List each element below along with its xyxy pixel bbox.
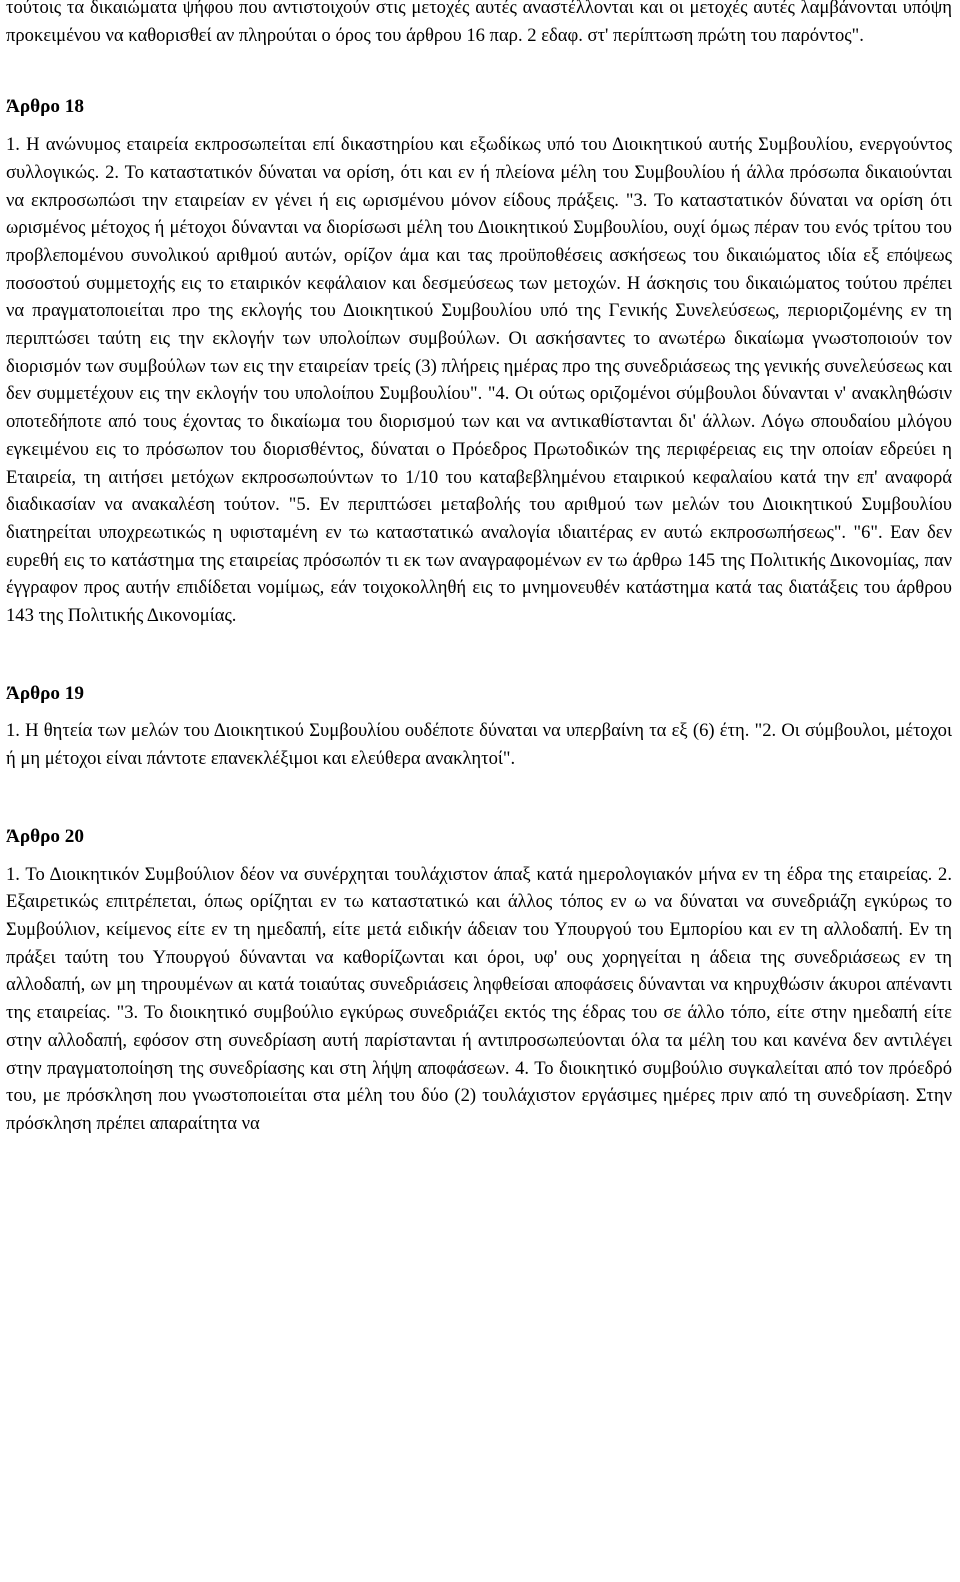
article-18-heading: Άρθρο 18 [6, 96, 84, 118]
spacer [6, 121, 952, 131]
article-20-heading: Άρθρο 20 [6, 825, 84, 847]
document-page [6, 0, 952, 1138]
article-19-heading: Άρθρο 19 [6, 682, 84, 704]
spacer [6, 707, 952, 717]
spacer [6, 851, 952, 861]
article-18-body: 1. Η ανώνυμος εταιρεία εκπροσωπείται επί δικαστηρίου και εξωδίκως υπό του Διοικητικού αυτής Συμβουλίου, ενεργούντος συλλογικώς. 2. Το καταστατικόν δύναται να ορίση, ότι και εν ή πλείονα μέλη του Συμβουλίου ή άλλα πρόσωπα δικαιούνται να εκπροσωπώσι την εταιρείαν εν γένει ή εις ωρισμένου μόνον είδους πράξεις. "3. Το καταστατικόν δύναται να ορίση ότι ωρισμένος μέτοχος ή μέτοχοι δύνανται να διορίσωσι μέλη του Διοικητικού Συμβουλίου, ουχί όμως πέραν του ενός τρίτου του προβλεπομένου συνολικού αριθμού αυτών, ορίζον άμα και τας προϋποθέσεις ασκήσεως του δικαιώματος ιδία εξ επόψεως ποσοστού συμμετοχής εις το εταιρικόν κεφάλαιον και δεσμεύσεως των μετοχών. Η άσκησις του δικαιώματος τούτου πρέπει να πραγματοποιείται προ της εκλογής του Διοικητικού Συμβουλίου υπό της Γενικής Συνελεύσεως, περιοριζομένης εν τη περιπτώσει ταύτη εις την εκλογήν των υπολοίπων συμβούλων. Οι ασκήσαντες το ανωτέρω δικαίωμα γνωστοποιούν τον διορισμόν των συμβούλων των εις την εταιρείαν τρείς (3) πλήρεις ημέρας προ της συνεδριάσεως της γενικής συνελεύσεως και δεν συμμετέχουν εις την εκλογήν του υπολοίπου Συμβουλίου". "4. Οι ούτως οριζομένοι σύμβουλοι δύνανται ν' ανακληθώσιν οποτεδήποτε από τους έχοντας το δικαίωμα του διορισμού των και να αντικαθίστανται δι' άλλων. Λόγω σπουδαίου μλόγου εγκειμένου εις το πρόσωπον του διορισθέντος, δύναται ο Πρόεδρος Πρωτοδικών της περιφέρειας εις την οποίαν εδρεύει η Εταιρεία, τη αιτήσει μετόχων εκπροσωπούντων το 1/10 του καταβεβλημένου εταιρικού κεφαλαίου κατά την επ' αναφορά διαδικασίαν να ανακαλέση τούτον. "5. Εν περιπτώσει μεταβολής του αριθμού των μελών του Διοικητικού Συμβουλίου διατηρείται υποχρεωτικώς η υφισταμένη εν τω καταστατικώ αναλογία ιδιαιτέρας εν αυτώ εκπροσωπήσεως". "6". Εαν δεν ευρεθή εις το κατάστημα της εταιρείας πρόσωπόν τι εκ των αναγραφομένων εν τω άρθρω 145 της Πολιτικής Δικονομίας, παν έγγραφον προς αυτήν επιδίδεται νομίμως, εάν τοιχοκολληθή εις το μνημονευθέν κατάστημα κατά τας διατάξεις του άρθρου 143 της Πολιτικής Δικονομίας. [6, 134, 952, 627]
article-20-body: 1. Το Διοικητικόν Συμβούλιον δέον να συνέρχηται τουλάχιστον άπαξ κατά ημερολογιακόν μήνα εν τη έδρα της εταιρείας. 2. Εξαιρετικώς επιτρέπεται, όπως ορίζηται εν τω καταστατικώ και άλλος τόπος εν ω να δύναται να συνεδριάζη εγκύρως το Συμβούλιον, κείμενος είτε εν τη ημεδαπή, είτε μετά ειδικήν άδειαν του Υπουργού του Εμπορίου και εν τη αλλοδαπή. Εν τη πράξει ταύτη του Υπουργού δύνανται να καθορίζωνται και όροι, υφ' ους χορηγείται η άδεια της συνεδριάσεως εν τη αλλοδαπή, ων μη τηρουμένων αι κατά τοιαύτας συνεδριάσεις ληφθείσαι αποφάσεις δύνανται να κηρυχθώσιν άκυροι απέναντι της εταιρείας. "3. Το διοικητικό συμβούλιο εγκύρως συνεδριάζει εκτός της έδρας του σε άλλο τόπο, είτε στην ημεδαπή είτε στην αλλοδαπή, εφόσον στη συνεδρίαση αυτή παρίστανται ή αντιπροσωπεύονται όλα τα μέλη του και κανένα δεν αντιλέγει στην πραγματοποίηση της συνεδρίασης και στη λήψη αποφάσεων. 4. Το διοικητικό συμβούλιο συγκαλείται από τον πρόεδρό του, με πρόσκληση που γνωστοποιείται στα μέλη του δύο (2) τουλάχιστον εργάσιμες ημέρες πριν από τη συνεδρίαση. Στην πρόσκληση πρέπει απαραίτητα να [6, 863, 952, 1134]
spacer [6, 630, 952, 680]
article-19-body: 1. Η θητεία των μελών του Διοικητικού Συμβουλίου ουδέποτε δύναται να υπερβαίνη τα εξ (6) έτη. "2. Οι σύμβουλοι, μέτοχοι ή μη μέτοχοι είναι πάντοτε επανεκλέξιμοι και ελεύθερα ανακλητοί". [6, 720, 952, 770]
spacer [6, 773, 952, 823]
intro-paragraph: τούτοις τα δικαιώματα ψήφου που αντιστοιχούν στις μετοχές αυτές αναστέλλονται και οι μετοχές αυτές λαμβάνονται υπόψη προκειμένου να καθορισθεί αν πληρούται ο όρος του άρθρου 16 παρ. 2 εδαφ. στ' περίπτωση πρώτη του παρόντος". [6, 0, 952, 46]
spacer [6, 49, 952, 93]
